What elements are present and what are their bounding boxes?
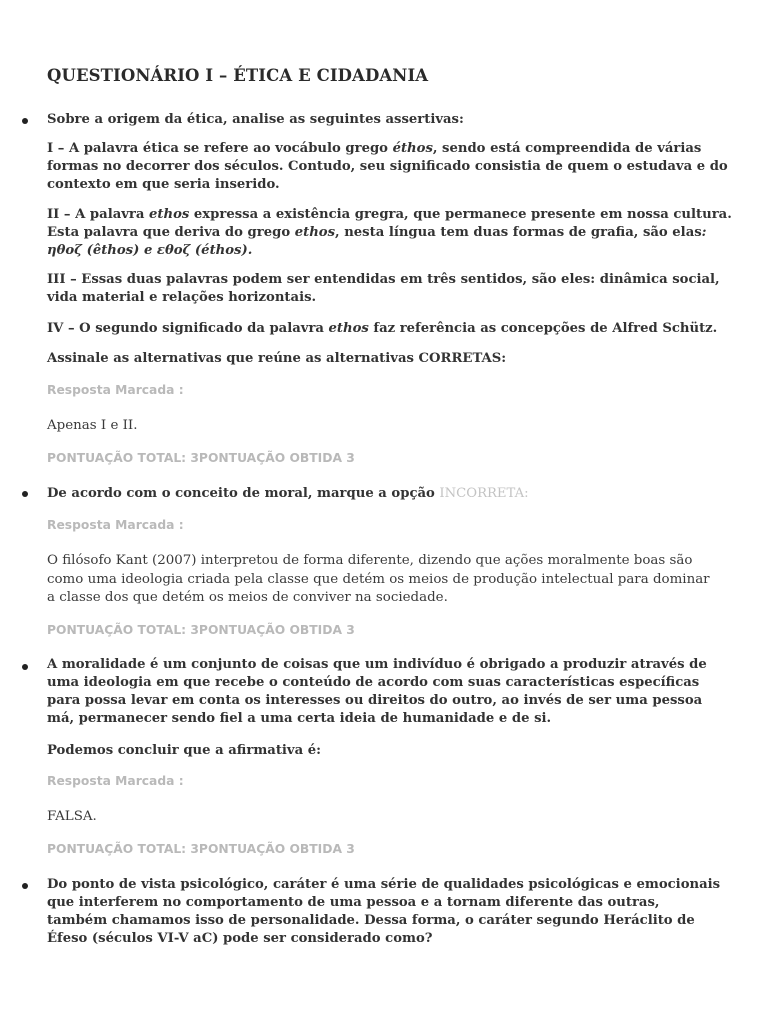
assertion-4: IV – O segundo significado da palavra ethos faz referência as concepções de Alfred Schütz.: [47, 321, 718, 336]
question-3-instruction: Podemos concluir que a afirmativa é:: [47, 743, 321, 758]
bullet-icon: [22, 883, 28, 889]
answer-value: Apenas I e II.: [47, 418, 138, 433]
assertion-1: I – A palavra ética se refere ao vocábulo grego éthos, sendo está compreendida de várias formas no decorrer dos séculos. Contudo, seu significado consistia de quem o estudava e do contexto em que seria inserido.: [47, 141, 728, 192]
score-line: PONTUAÇÃO TOTAL: 3PONTUAÇÃO OBTIDA 3: [47, 623, 355, 637]
score-line: PONTUAÇÃO TOTAL: 3PONTUAÇÃO OBTIDA 3: [47, 451, 355, 465]
score-line: PONTUAÇÃO TOTAL: 3PONTUAÇÃO OBTIDA 3: [47, 842, 355, 856]
answer-label: Resposta Marcada :: [47, 518, 184, 532]
answer-label: Resposta Marcada :: [47, 774, 184, 788]
answer-value: FALSA.: [47, 809, 97, 824]
answer-label: Resposta Marcada :: [47, 383, 184, 397]
answer-value: O filósofo Kant (2007) interpretou de forma diferente, dizendo que ações moralmente boas são como uma ideologia criada pela classe que detém os meios de produção intelectual para dominar a classe dos que detém os meios de conviver na sociedade.: [47, 553, 710, 605]
assertion-3: III – Essas duas palavras podem ser entendidas em três sentidos, são eles: dinâmica social, vida material e relações horizontais.: [47, 272, 720, 305]
question-4-prompt: Do ponto de vista psicológico, caráter é uma série de qualidades psicológicas e emocionais que interferem no comportamento de uma pessoa e a tornam diferente das outras, também chamamos isso de personalidade. Dessa forma, o caráter segundo Heráclito de Éfeso (séculos VI-V aC) pode ser considerado como?: [47, 877, 721, 946]
assertion-2: II – A palavra ethos expressa a existência gregra, que permanece presente em nossa cultura. Esta palavra que deriva do grego ethos, nesta língua tem duas formas de grafia, são elas: ηθοζ (êthos) e εθοζ (éthos).: [47, 207, 732, 258]
bullet-icon: [22, 491, 28, 497]
page-title: QUESTIONÁRIO I – ÉTICA E CIDADANIA: [47, 66, 429, 85]
question-3-prompt: A moralidade é um conjunto de coisas que um indivíduo é obrigado a produzir através de uma ideologia em que recebe o conteúdo de acordo com suas características específicas para possa levar em conta os interesses ou direitos do outro, ao invés de ser uma pessoa má, permanecer sendo fiel a uma certa ideia de humanidade e de si.: [47, 657, 707, 726]
bullet-icon: [22, 664, 28, 670]
question-2-prompt: De acordo com o conceito de moral, marque a opção INCORRETA:: [47, 486, 529, 501]
incorreta-label: INCORRETA:: [439, 486, 529, 501]
bullet-icon: [22, 118, 28, 124]
question-1-prompt: Sobre a origem da ética, analise as seguintes assertivas:: [47, 112, 464, 127]
question-1-instruction: Assinale as alternativas que reúne as alternativas CORRETAS:: [47, 351, 507, 366]
